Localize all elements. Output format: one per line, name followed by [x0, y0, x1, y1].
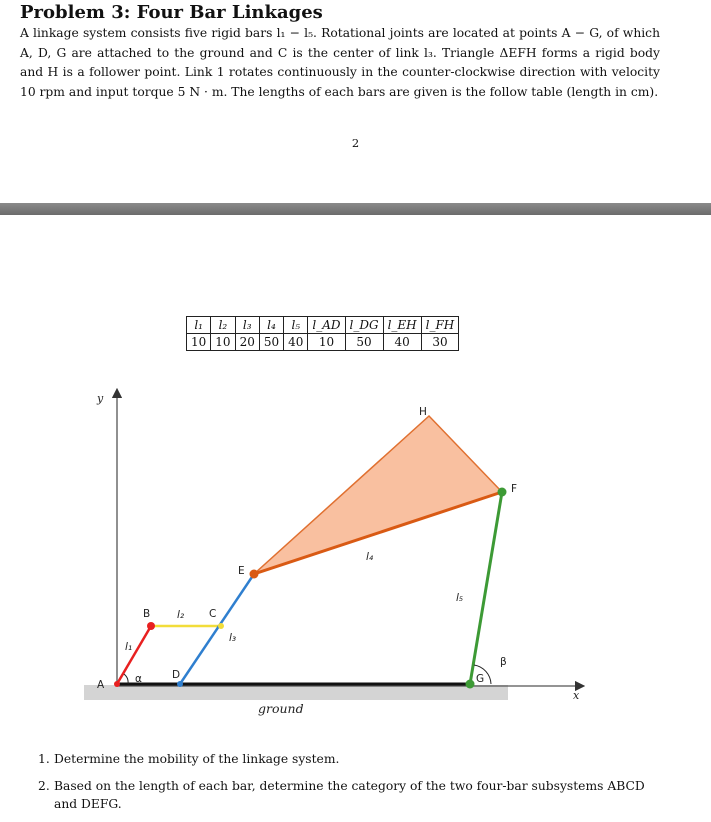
table-header-cell: l_DG: [345, 317, 383, 334]
table-header-cell: l₅: [284, 317, 308, 334]
length-table-header-row: [187, 317, 459, 334]
joint-e: [250, 570, 259, 579]
table-value-cell: 30: [421, 334, 459, 351]
table-value-cell: 40: [284, 334, 308, 351]
axis-y-label: y: [97, 392, 104, 405]
problem-title: Problem 3: Four Bar Linkages: [20, 2, 323, 23]
linkage-diagram: [0, 370, 711, 725]
question-list: [38, 750, 668, 822]
length-table: [186, 316, 459, 351]
question-number: 1.: [38, 752, 50, 766]
table-value-cell: 10: [211, 334, 235, 351]
table-value-cell: 10: [308, 334, 345, 351]
label-l2: l₂: [177, 609, 185, 621]
joint-b: [147, 622, 155, 630]
ground-label: ground: [258, 701, 304, 716]
label-b: B: [143, 608, 151, 620]
table-header-cell: l₂: [211, 317, 235, 334]
axis-x-label: x: [573, 689, 580, 702]
label-c: C: [209, 608, 217, 620]
ground-bar: [84, 685, 508, 700]
label-l1: l₁: [125, 641, 133, 653]
question-item: [38, 750, 668, 768]
table-header-cell: l_EH: [383, 317, 421, 334]
label-l4: l₄: [366, 551, 374, 563]
question-text: Based on the length of each bar, determine the category of the two four-bar subsystems ABCD and DEFG.: [54, 779, 645, 811]
label-d: D: [172, 669, 181, 681]
label-l5: l₅: [456, 592, 464, 604]
label-alpha: α: [135, 673, 142, 685]
question-text: Determine the mobility of the linkage system.: [54, 752, 340, 766]
label-l3: l₃: [229, 632, 237, 644]
link-l3: [180, 574, 254, 684]
length-table-value-row: [187, 334, 459, 351]
problem-description: A linkage system consists five rigid bars l₁ − l₅. Rotational joints are located at points A − G, of which A, D, G are attached to the ground and C is the center of link l₃. Triangle ΔEFH forms a rigid body and H is a follower point. Link 1 rotates continuously in the counter-clockwise direction with velocity 10 rpm and input torque 5 N · m. The lengths of each bars are given is the follow table (length in cm).: [20, 26, 660, 99]
label-a: A: [97, 679, 105, 691]
table-header-cell: l_FH: [421, 317, 459, 334]
table-value-cell: 50: [259, 334, 283, 351]
page-separator: [0, 203, 711, 215]
table-header-cell: l₃: [235, 317, 259, 334]
table-value-cell: 20: [235, 334, 259, 351]
label-beta: β: [500, 656, 507, 668]
joint-f: [498, 488, 507, 497]
link-l5: [470, 492, 502, 684]
table-header-cell: l₄: [259, 317, 283, 334]
table-value-cell: 10: [187, 334, 211, 351]
joint-g: [466, 680, 475, 689]
page-number: 2: [351, 136, 360, 150]
question-number: 2.: [38, 779, 50, 793]
question-item: [38, 777, 668, 813]
triangle-efh: [254, 416, 502, 574]
joint-c: [218, 623, 224, 629]
table-header-cell: l₁: [187, 317, 211, 334]
joint-d: [177, 681, 183, 687]
label-e: E: [238, 565, 245, 577]
table-value-cell: 40: [383, 334, 421, 351]
table-header-cell: l_AD: [308, 317, 345, 334]
joint-a: [114, 681, 120, 687]
label-h: H: [419, 406, 427, 418]
label-g: G: [476, 673, 485, 685]
link-l1: [117, 626, 151, 684]
label-f: F: [511, 483, 518, 495]
table-value-cell: 50: [345, 334, 383, 351]
